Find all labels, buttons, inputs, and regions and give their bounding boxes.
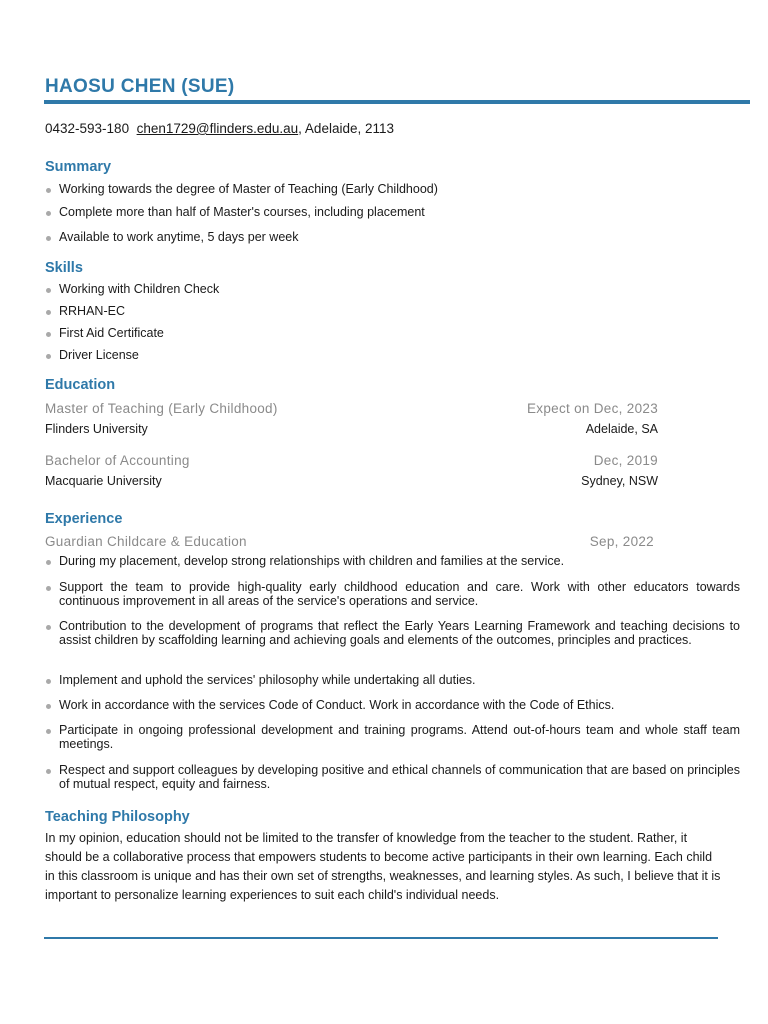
list-item: Complete more than half of Master's courses, including placement	[45, 206, 425, 220]
list-item: Support the team to provide high-quality early childhood education and care. Work with other educators towards continuous improvement in all areas of the service's operations and service.	[45, 581, 740, 608]
email-link[interactable]: chen1729@flinders.edu.au	[136, 121, 299, 136]
skills-heading: Skills	[45, 260, 83, 276]
list-item: During my placement, develop strong relationships with children and families at the service.	[45, 555, 740, 569]
phone-number: 0432-593-180	[45, 121, 130, 136]
experience-entry-title	[45, 534, 654, 549]
education-entry-title	[45, 401, 658, 416]
contact-line	[45, 121, 394, 136]
philosophy-heading: Teaching Philosophy	[45, 809, 190, 825]
school-location: Adelaide, SA	[585, 422, 658, 436]
education-heading: Education	[45, 377, 116, 393]
philosophy-paragraph: In my opinion, education should not be limited to the transfer of knowledge from the teacher to the student. Rather, it should be a collaborative process that empowers students to become active participants in their own learning. Each child in this classroom is unique and has their own set of strengths, weaknesses, and learning styles. As such, I believe that it is important to personalize learning experiences to suit each child's individual needs.	[45, 831, 721, 902]
list-item: Implement and uphold the services' philosophy while undertaking all duties.	[45, 674, 740, 688]
header-divider	[44, 100, 750, 104]
list-item: Work in accordance with the services Code of Conduct. Work in accordance with the Code of Ethics.	[45, 699, 740, 713]
summary-heading: Summary	[45, 159, 112, 175]
candidate-name: HAOSU CHEN (SUE)	[45, 76, 235, 97]
list-item: RRHAN-EC	[45, 305, 125, 319]
employment-date: Sep, 2022	[589, 534, 654, 549]
school-location: Sydney, NSW	[581, 474, 658, 488]
degree-date: Expect on Dec, 2023	[526, 401, 658, 416]
degree-date: Dec, 2019	[593, 453, 658, 468]
experience-heading: Experience	[45, 511, 123, 527]
location: , Adelaide, 2113	[298, 121, 395, 136]
list-item: Working with Children Check	[45, 283, 219, 297]
school-name: Macquarie University	[45, 474, 162, 488]
list-item: Driver License	[45, 349, 139, 363]
degree-name: Bachelor of Accounting	[45, 453, 190, 468]
list-item: First Aid Certificate	[45, 327, 164, 341]
list-item: Working towards the degree of Master of Teaching (Early Childhood)	[45, 183, 438, 197]
list-item: Respect and support colleagues by developing positive and ethical channels of communication that are based on principles of mutual respect, equity and fairness.	[45, 764, 740, 791]
education-entry-title	[45, 453, 658, 468]
school-name: Flinders University	[45, 422, 148, 436]
education-entry-school	[45, 474, 658, 488]
education-entry-school	[45, 422, 658, 436]
footer-divider	[44, 937, 718, 939]
list-item: Participate in ongoing professional development and training programs. Attend out-of-hours team and whole staff team meetings.	[45, 724, 740, 751]
list-item: Contribution to the development of programs that reflect the Early Years Learning Framework and teaching decisions to assist children by scaffolding learning and achieving goals and elements of the outcomes, principles and practices.	[45, 620, 740, 647]
list-item: Available to work anytime, 5 days per week	[45, 231, 298, 245]
degree-name: Master of Teaching (Early Childhood)	[45, 401, 278, 416]
employer-name: Guardian Childcare & Education	[45, 534, 247, 549]
